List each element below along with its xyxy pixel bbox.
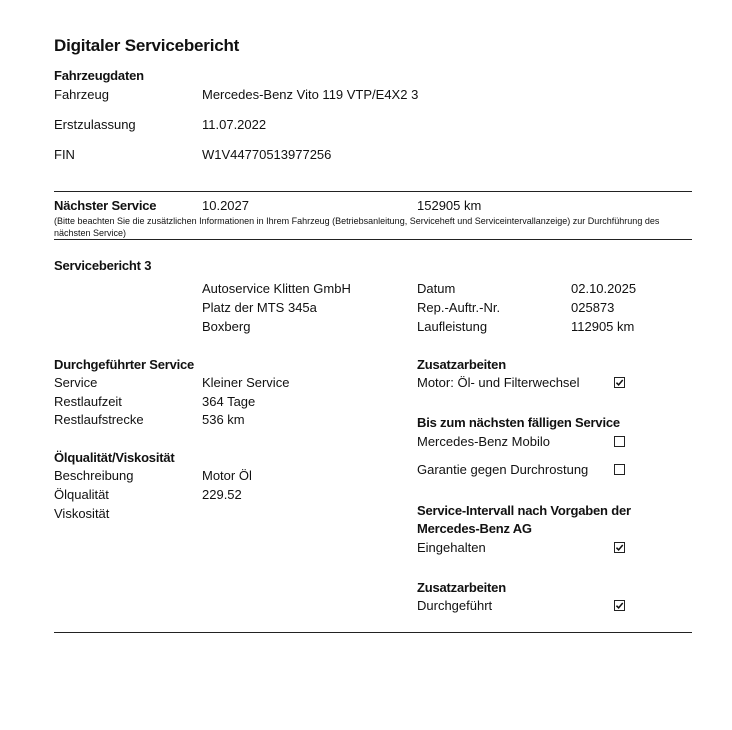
vehicle-value: Mercedes-Benz Vito 119 VTP/E4X2 3 xyxy=(202,87,419,102)
date-value: 02.10.2025 xyxy=(571,281,637,296)
divider-top xyxy=(54,191,692,192)
viscosity-label: Viskosität xyxy=(54,506,110,521)
next-service-label: Nächster Service xyxy=(54,198,157,213)
oil-quality-label: Ölqualität xyxy=(54,487,109,502)
until-next-heading: Bis zum nächsten fälligen Service xyxy=(417,415,620,430)
date-label: Datum xyxy=(417,281,456,296)
mobilo-checkbox[interactable] xyxy=(614,436,625,447)
report-heading: Servicebericht 3 xyxy=(54,258,152,273)
performed-label: Durchgeführt xyxy=(417,598,493,613)
registration-value: 11.07.2022 xyxy=(202,117,267,132)
remaining-time-label: Restlaufzeit xyxy=(54,394,122,409)
remaining-distance-label: Restlaufstrecke xyxy=(54,412,144,427)
oil-description-value: Motor Öl xyxy=(202,468,252,483)
vehicle-heading: Fahrzeugdaten xyxy=(54,68,144,83)
next-service-date: 10.2027 xyxy=(202,198,249,213)
service-value: Kleiner Service xyxy=(202,375,290,390)
performed-checkbox[interactable] xyxy=(614,600,625,611)
rust-warranty-checkbox[interactable] xyxy=(614,464,625,475)
checkmark-icon xyxy=(615,543,624,552)
interval-kept-checkbox[interactable] xyxy=(614,542,625,553)
interval-kept-label: Eingehalten xyxy=(417,540,486,555)
divider-bottom xyxy=(54,632,692,633)
mileage-value: 112905 km xyxy=(571,319,635,334)
page-title: Digitaler Servicebericht xyxy=(54,36,240,55)
mobilo-label: Mercedes-Benz Mobilo xyxy=(417,434,550,449)
workshop-street: Platz der MTS 345a xyxy=(202,300,317,315)
oil-filter-change-checkbox[interactable] xyxy=(614,377,625,388)
vehicle-label: Fahrzeug xyxy=(54,87,109,102)
checkmark-icon xyxy=(615,601,624,610)
remaining-time-value: 364 Tage xyxy=(202,394,256,409)
interval-heading-line2: Mercedes-Benz AG xyxy=(417,521,532,536)
service-label: Service xyxy=(54,375,98,390)
oil-description-label: Beschreibung xyxy=(54,468,134,483)
order-number-label: Rep.-Auftr.-Nr. xyxy=(417,300,501,315)
extras2-heading: Zusatzarbeiten xyxy=(417,580,506,595)
performed-heading: Durchgeführter Service xyxy=(54,357,195,372)
divider-middle xyxy=(54,239,692,240)
workshop-city: Boxberg xyxy=(202,319,251,334)
interval-heading-line1: Service-Intervall nach Vorgaben der xyxy=(417,503,631,518)
vin-value: W1V44770513977256 xyxy=(202,147,332,162)
extras-heading: Zusatzarbeiten xyxy=(417,357,506,372)
oil-filter-change-label: Motor: Öl- und Filterwechsel xyxy=(417,375,580,390)
next-service-km: 152905 km xyxy=(417,198,482,213)
workshop-name: Autoservice Klitten GmbH xyxy=(202,281,351,296)
remaining-distance-value: 536 km xyxy=(202,412,245,427)
vin-label: FIN xyxy=(54,147,75,162)
oil-heading: Ölqualität/Viskosität xyxy=(54,450,175,465)
checkmark-icon xyxy=(615,378,624,387)
registration-label: Erstzulassung xyxy=(54,117,136,132)
order-number-value: 025873 xyxy=(571,300,615,315)
mileage-label: Laufleistung xyxy=(417,319,488,334)
next-service-note: (Bitte beachten Sie die zusätzlichen Informationen in Ihrem Fahrzeug (Betriebsanleitung, Serviceheft und Serviceintervallanzeige) zur Durchführung des nächsten Service) xyxy=(54,216,660,238)
oil-quality-value: 229.52 xyxy=(202,487,242,502)
rust-warranty-label: Garantie gegen Durchrostung xyxy=(417,462,589,477)
